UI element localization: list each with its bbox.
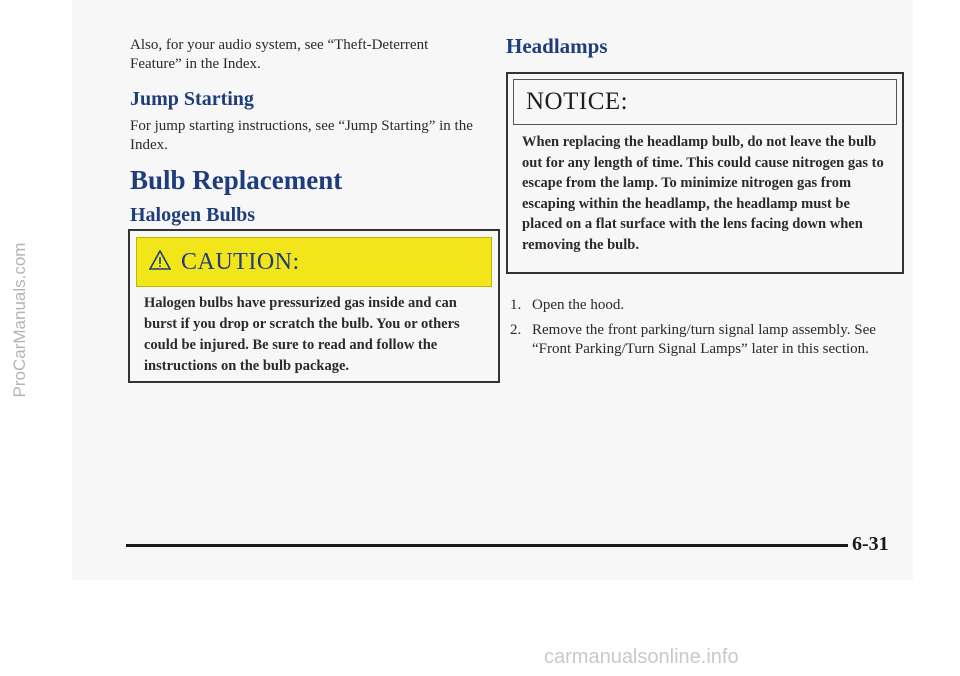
step-text: Remove the front parking/turn signal lamp assembly. See “Front Parking/Turn Signal Lamps” later in this section. bbox=[532, 322, 876, 357]
steps-list bbox=[510, 296, 902, 359]
page-number: 6-31 bbox=[852, 533, 889, 555]
list-item bbox=[510, 321, 902, 359]
footer-watermark: carmanualsonline.info bbox=[544, 646, 739, 668]
steps-container bbox=[510, 296, 902, 365]
notice-header bbox=[513, 79, 897, 125]
step-text: Open the hood. bbox=[532, 297, 625, 313]
caution-title: CAUTION: bbox=[181, 248, 300, 275]
watermark-text: ProCarManuals.com bbox=[10, 242, 29, 398]
notice-box bbox=[506, 72, 904, 274]
notice-title: NOTICE: bbox=[526, 88, 629, 115]
caution-header bbox=[136, 237, 492, 287]
jump-starting-heading: Jump Starting bbox=[130, 88, 254, 110]
warning-triangle-icon bbox=[149, 250, 171, 275]
right-column bbox=[506, 34, 902, 59]
side-watermark bbox=[10, 190, 30, 450]
step-number: 2. bbox=[510, 322, 522, 338]
notice-text: When replacing the headlamp bulb, do not leave the bulb out for any length of time. This could cause nitrogen gas to escape from the lamp. To minimize nitrogen gas from escaping within the headlamp, the headlamp must be placed on a flat surface with the lens facing down when removing the bulb. bbox=[522, 134, 884, 253]
intro-paragraph: Also, for your audio system, see “Theft-Deterrent Feature” in the Index. bbox=[130, 37, 429, 72]
left-column bbox=[130, 36, 502, 227]
jump-starting-paragraph: For jump starting instructions, see “Jump Starting” in the Index. bbox=[130, 118, 473, 153]
headlamps-heading: Headlamps bbox=[506, 34, 608, 58]
footer-rule bbox=[126, 544, 848, 547]
bulb-replacement-heading: Bulb Replacement bbox=[130, 165, 343, 195]
caution-box bbox=[128, 229, 500, 383]
caution-text: Halogen bulbs have pressurized gas inside and can burst if you drop or scratch the bulb. You or others could be injured. Be sure to read and follow the instructions on the bulb package. bbox=[144, 295, 460, 374]
step-number: 1. bbox=[510, 297, 522, 313]
halogen-bulbs-heading: Halogen Bulbs bbox=[130, 204, 256, 226]
list-item bbox=[510, 296, 902, 315]
